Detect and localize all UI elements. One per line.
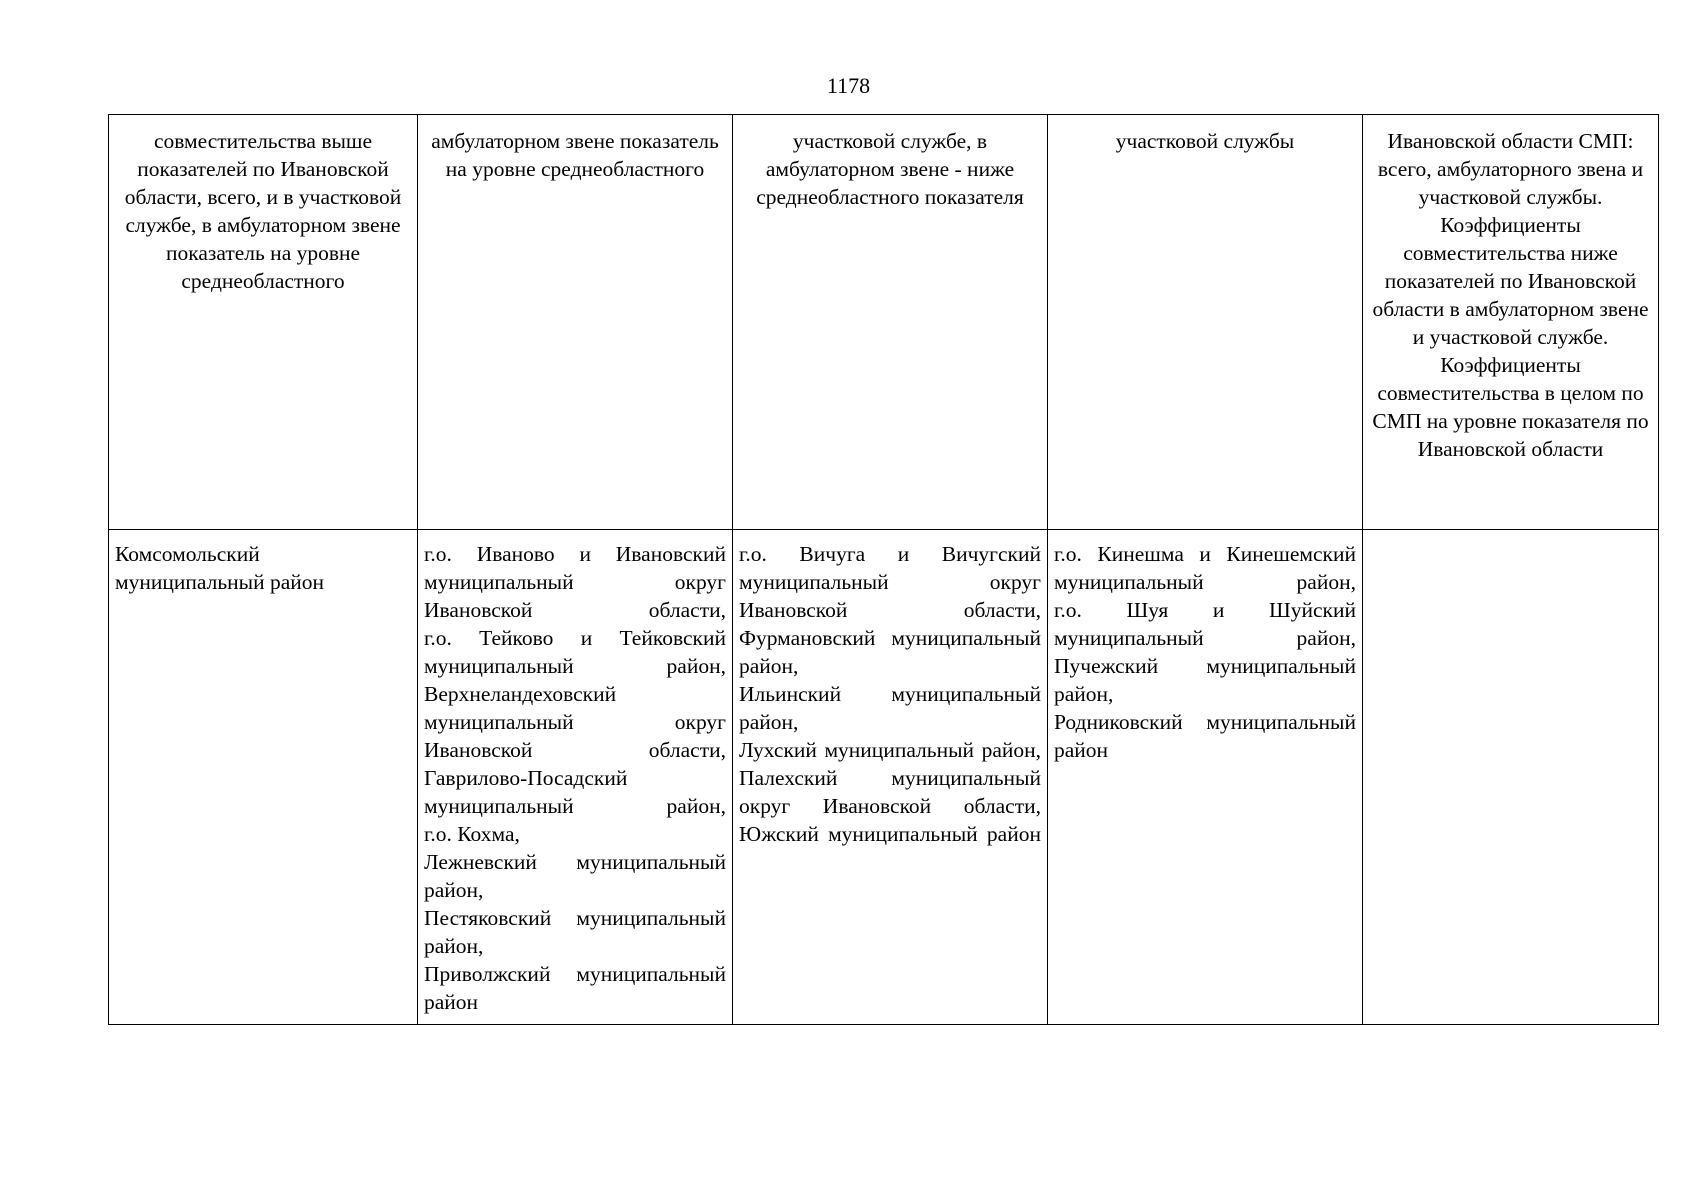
cell-text: Комсомольский муниципальный район: [115, 542, 325, 594]
page-number: 1178: [826, 73, 871, 98]
cell-text: г.о. Тейково и Тейковский муниципальный район,: [424, 626, 726, 678]
cell-text: Гаврилово-Посадский муниципальный район,: [424, 766, 726, 818]
cell-text: Палехский муниципальный округ Ивановской области,: [739, 766, 1041, 818]
body-cell-1: [109, 530, 418, 1025]
cell-text: Родниковский муниципальный район: [1054, 710, 1356, 762]
header-cell-1: совместительства выше показателей по Ивановской области, всего, и в участковой службе, в амбулаторном звене показатель на уровне среднеобластного: [109, 115, 418, 530]
cell-text: Приволжский муниципальный район: [424, 962, 726, 1014]
body-cell-2: [418, 530, 733, 1025]
cell-text: г.о. Шуя и Шуйский муниципальный район,: [1054, 598, 1356, 650]
header-cell-5: Ивановской области СМП: всего, амбулаторного звена и участковой службы. Коэффициенты совместительства ниже показателей по Ивановской области в амбулаторном звене и участковой службе. Коэффициенты совместительства в целом по СМП на уровне показателя по Ивановской области: [1363, 115, 1659, 530]
cell-text: Пучежский муниципальный район,: [1054, 654, 1356, 706]
body-cell-4: [1048, 530, 1363, 1025]
cell-text: Фурмановский муниципальный район,: [739, 626, 1041, 678]
cell-text: Лухский муниципальный район,: [739, 738, 1041, 762]
cell-text: Лежневский муниципальный район,: [424, 850, 726, 902]
cell-text: Южский муниципальный район: [739, 822, 1041, 846]
header-cell-3: участковой службе, в амбулаторном звене - ниже среднеобластного показателя: [733, 115, 1048, 530]
cell-text: Верхнеландеховский муниципальный округ Ивановской области,: [424, 682, 726, 762]
cell-text: г.о. Кохма,: [424, 822, 520, 846]
cell-text: Ильинский муниципальный район,: [739, 682, 1041, 734]
header-cell-4: участковой службы: [1048, 115, 1363, 530]
body-cell-3: [733, 530, 1048, 1025]
cell-text: г.о. Кинешма и Кинешемский муниципальный район,: [1054, 542, 1356, 594]
cell-text: Пестяковский муниципальный район,: [424, 906, 726, 958]
header-cell-2: амбулаторном звене показатель на уровне среднеобластного: [418, 115, 733, 530]
cell-text: г.о. Вичуга и Вичугский муниципальный округ Ивановской области,: [739, 542, 1041, 622]
table-row: [109, 530, 1659, 1025]
data-table: [108, 114, 1659, 1025]
body-cell-5: [1363, 530, 1659, 1025]
table-header-row: [109, 115, 1659, 530]
cell-text: г.о. Иваново и Ивановский муниципальный округ Ивановской области,: [424, 542, 726, 622]
